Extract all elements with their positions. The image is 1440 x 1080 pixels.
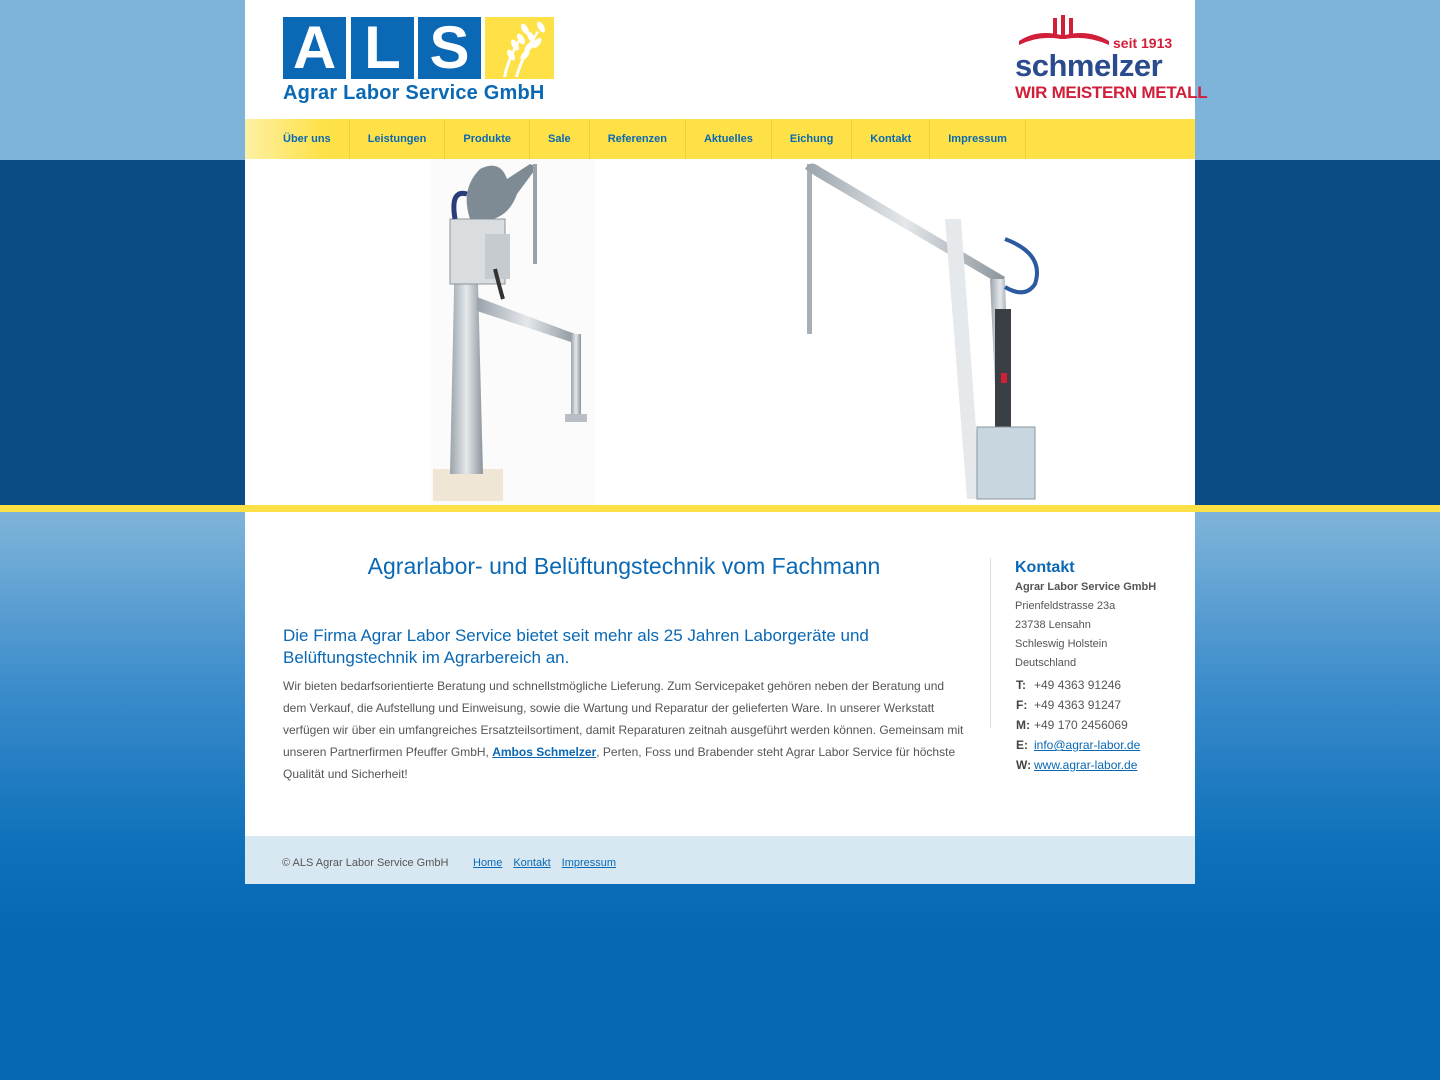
contact-sidebar: [1015, 558, 1190, 775]
contact-row-email: [1015, 735, 1140, 755]
footer-copyright: © ALS Agrar Labor Service GmbH: [282, 857, 449, 869]
nav-item-produkte[interactable]: Produkte: [445, 119, 530, 159]
email-link[interactable]: info@agrar-labor.de: [1034, 738, 1141, 752]
contact-details: [1015, 675, 1140, 775]
web-label: W:: [1016, 758, 1032, 772]
contact-row-mobile: [1015, 715, 1140, 735]
fax-value: +49 4363 91247: [1034, 698, 1122, 712]
footer-link-impressum[interactable]: Impressum: [561, 857, 617, 869]
phone-value: +49 4363 91246: [1034, 678, 1122, 692]
logo-subtitle: Agrar Labor Service GmbH: [283, 82, 545, 104]
phone-label: T:: [1016, 678, 1026, 692]
hero-separator: [245, 505, 1195, 512]
nav-item-leistungen[interactable]: Leistungen: [350, 119, 446, 159]
wheat-icon: [485, 17, 554, 79]
contact-row-web: [1015, 755, 1140, 775]
main-nav: [245, 119, 1195, 159]
als-logo[interactable]: [283, 14, 554, 105]
contact-city: 23738 Lensahn: [1015, 619, 1091, 631]
sampling-probe-left-image: [430, 159, 595, 505]
footer-links: [473, 857, 616, 869]
logo-letter-a: A: [283, 17, 346, 79]
fax-label: F:: [1016, 698, 1028, 712]
intro-heading: Die Firma Agrar Labor Service bietet seit mehr als 25 Jahren Laborgeräte und Belüftungstechnik im Agrarbereich an.: [283, 626, 869, 667]
contact-company: Agrar Labor Service GmbH: [1015, 581, 1157, 593]
sampling-probe-right-image: [805, 163, 1037, 499]
partner-since: seit 1913: [1113, 35, 1173, 51]
nav-item-referenzen[interactable]: Referenzen: [590, 119, 686, 159]
intro-text-part-1: Wir bieten bedarfsorientierte Beratung und schnellstmögliche Lieferung. Zum Servicepaket gehören neben der Beratung und dem Verkauf, die Aufstellung und Einweisung, sowie die Wartung und Reparatur der gelieferten Ware. In unserer Werkstatt verfügen wir über ein umfangreiches Ersatzteilsortiment, damit Reparaturen zeitnah ausgeführt werden können. Gemeinsam mit unseren Partnerfirmen Pfeuffer GmbH,: [283, 679, 964, 759]
sidebar-title: Kontakt: [1015, 559, 1075, 576]
page-title: Agrarlabor- und Belüftungstechnik vom Fachmann: [367, 553, 881, 579]
content-area: [245, 512, 1195, 836]
partner-slogan: WIR MEISTERN METALL: [1015, 83, 1208, 102]
footer-link-kontakt[interactable]: Kontakt: [513, 857, 551, 869]
mobile-label: M:: [1016, 718, 1030, 732]
intro-text: [283, 675, 965, 785]
nav-item-aktuelles[interactable]: Aktuelles: [686, 119, 772, 159]
website-link[interactable]: www.agrar-labor.de: [1034, 758, 1138, 772]
main-content: [283, 552, 965, 785]
partner-emblem-icon: [1017, 15, 1112, 51]
mobile-value: +49 170 2456069: [1034, 718, 1128, 732]
nav-item-ueber-uns[interactable]: Über uns: [265, 119, 350, 159]
nav-item-kontakt[interactable]: Kontakt: [852, 119, 930, 159]
content-divider: [990, 558, 991, 728]
site-header: [245, 0, 1208, 119]
nav-item-impressum[interactable]: Impressum: [930, 119, 1026, 159]
nav-item-eichung[interactable]: Eichung: [772, 119, 852, 159]
partner-logo[interactable]: [1015, 15, 1208, 105]
partner-link-ambos-schmelzer[interactable]: Ambos Schmelzer: [492, 745, 597, 759]
contact-country: Deutschland: [1015, 657, 1077, 669]
page-container: [245, 0, 1208, 884]
contact-street: Prienfeldstrasse 23a: [1015, 600, 1116, 612]
hero-image: [245, 159, 1195, 505]
contact-row-fax: [1015, 695, 1140, 715]
logo-letter-l: L: [351, 17, 414, 79]
email-label: E:: [1016, 738, 1028, 752]
contact-region: Schleswig Holstein: [1015, 638, 1108, 650]
partner-name: schmelzer: [1015, 48, 1163, 83]
contact-row-phone: [1015, 675, 1140, 695]
nav-item-sale[interactable]: Sale: [530, 119, 590, 159]
intro-text-part-2: , Perten, Foss und Brabender steht Agrar Labor Service für höchste Qualität und Sicherheit!: [283, 745, 956, 781]
logo-letter-s: S: [418, 17, 481, 79]
footer-link-home[interactable]: Home: [473, 857, 503, 869]
site-footer: [245, 836, 1195, 884]
